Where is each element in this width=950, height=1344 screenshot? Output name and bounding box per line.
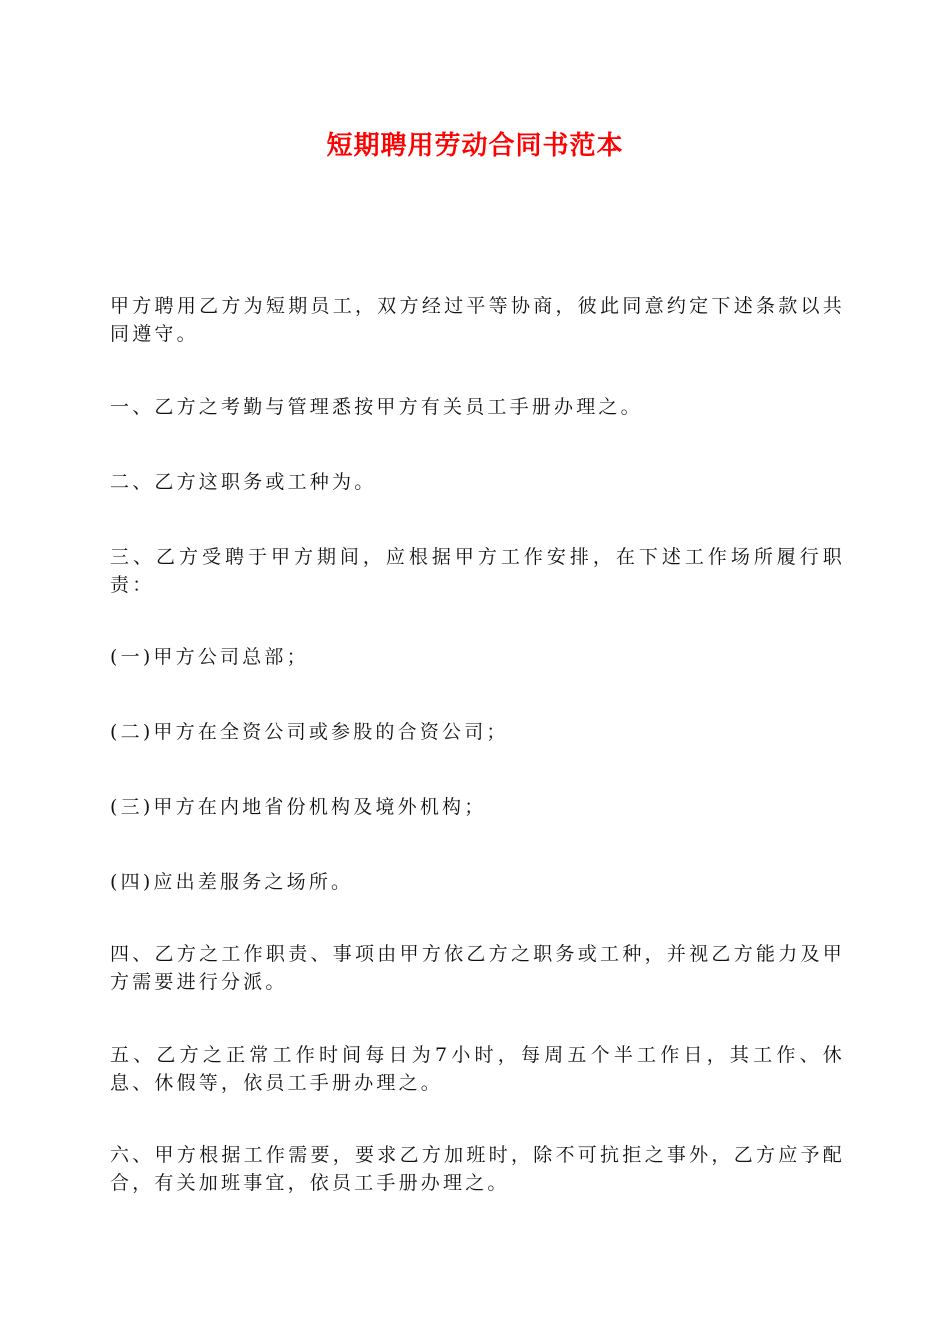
clause-3-item-4: (四)应出差服务之场所。	[110, 871, 354, 893]
document-title: 短期聘用劳动合同书范本	[326, 131, 624, 161]
clause-5: 五、乙方之正常工作时间每日为7小时，每周五个半工作日，其工作、休息、休假等，依员工手册办理之。	[110, 1044, 845, 1094]
clause-3-item-3: (三)甲方在内地省份机构及境外机构；	[110, 796, 487, 818]
clause-3-item-1: (一)甲方公司总部；	[110, 646, 309, 668]
paragraph-preamble: 甲方聘用乙方为短期员工，双方经过平等协商，彼此同意约定下述条款以共同遵守。	[110, 295, 845, 345]
clause-6: 六、甲方根据工作需要，要求乙方加班时，除不可抗拒之事外，乙方应予配合，有关加班事宜，依员工手册办理之。	[110, 1144, 845, 1194]
clause-2: 二、乙方这职务或工种为。	[110, 471, 377, 493]
clause-3: 三、乙方受聘于甲方期间，应根据甲方工作安排，在下述工作场所履行职责：	[110, 546, 845, 596]
clause-4: 四、乙方之工作职责、事项由甲方依乙方之职务或工种，并视乙方能力及甲方需要进行分派。	[110, 943, 845, 993]
clause-3-item-2: (二)甲方在全资公司或参股的合资公司；	[110, 721, 509, 743]
clause-1: 一、乙方之考勤与管理悉按甲方有关员工手册办理之。	[110, 396, 643, 418]
